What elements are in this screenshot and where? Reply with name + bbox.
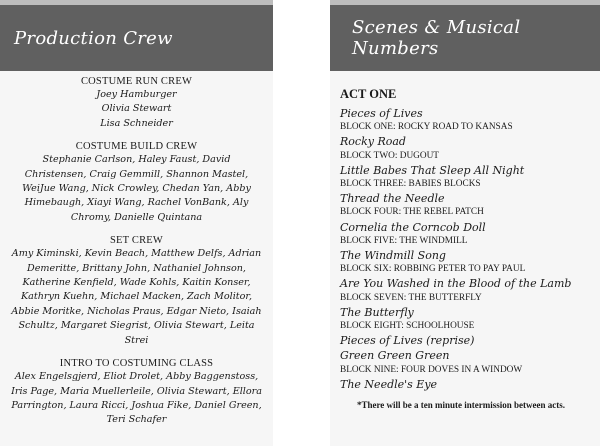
block-title: BLOCK SIX: ROBBING PETER TO PAY PAUL (340, 264, 526, 275)
crew-section (0, 357, 273, 428)
block-title: BLOCK FIVE: THE WINDMILL (340, 235, 468, 246)
song-title: Thread the Needle (340, 192, 445, 206)
song-title: Are You Washed in the Blood of the Lamb (340, 277, 572, 291)
crew-section-title: INTRO TO COSTUMING CLASS (59, 358, 214, 370)
crew-section-names: Amy Kiminski, Kevin Beach, Matthew Delfs, Adrian Demeritte, Brittany John, Nathaniel Johnson, Katherine Kenfield, Wade Kohls, Kaitin Konser, Kathryn Kuehn, Michael Macken, Zach Molitor, Abbie Moritke, Nicholas Praus, Edgar Nieto, Isaiah Schultz, Margaret Siegrist, Olivia Stewart, Leita Strei (11, 248, 262, 346)
song-title: Little Babes That Sleep All Night (340, 163, 525, 177)
act-title: ACT ONE (340, 87, 397, 101)
crew-section-title: SET CREW (109, 235, 164, 247)
crew-section-names: Joey Hamburger Olivia Stewart Lisa Schneider (96, 89, 177, 129)
crew-section (0, 140, 273, 225)
crew-section (0, 234, 273, 348)
song-title: Green Green Green (340, 349, 450, 363)
production-crew-panel (0, 0, 273, 446)
block-title: BLOCK EIGHT: SCHOOLHOUSE (340, 321, 475, 332)
block-title: BLOCK THREE: BABIES BLOCKS (340, 179, 481, 190)
scenes-header (330, 5, 600, 71)
block-title: BLOCK ONE: ROCKY ROAD TO KANSAS (340, 122, 513, 133)
block-title: BLOCK NINE: FOUR DOVES IN A WINDOW (340, 364, 523, 375)
song-title: The Windmill Song (340, 249, 446, 263)
song-title: Rocky Road (340, 135, 406, 149)
song-title: Pieces of Lives (reprise) (340, 334, 475, 348)
scenes-list (330, 106, 600, 392)
crew-section-names: Stephanie Carlson, Haley Faust, David Christensen, Craig Gemmill, Shannon Mastel, WeiJue Wang, Nick Crowley, Chedan Yan, Abby Himebaugh, Xiayi Wang, Rachel VonBank, Aly Chromy, Danielle Quintana (22, 154, 251, 223)
crew-section-names: Alex Engelsgjerd, Eliot Drolet, Abby Baggenstoss, Iris Page, Maria Muellerleile, Olivia Stewart, Ellora Parrington, Laura Ricci, Joshua Fike, Daniel Green, Teri Schafer (11, 371, 262, 426)
song-title: Pieces of Lives (340, 107, 423, 120)
block-title: BLOCK TWO: DUGOUT (340, 150, 439, 161)
production-crew-title: Production Crew (14, 27, 173, 49)
crew-section (0, 75, 273, 131)
block-title: BLOCK FOUR: THE REBEL PATCH (340, 207, 484, 218)
song-title: The Needle's Eye (340, 377, 438, 391)
crew-section-title: COSTUME BUILD CREW (75, 141, 198, 153)
song-title: Cornelia the Corncob Doll (340, 220, 486, 234)
intermission-note: *There will be a ten minute intermission between acts. (356, 400, 566, 411)
production-crew-header (0, 5, 273, 71)
scenes-panel (330, 0, 600, 446)
crew-list (0, 71, 273, 428)
song-title: The Butterfly (340, 305, 414, 319)
crew-section-title: COSTUME RUN CREW (80, 76, 193, 87)
scenes-title: Scenes & Musical Numbers (352, 17, 521, 59)
block-title: BLOCK SEVEN: THE BUTTERFLY (340, 292, 482, 303)
